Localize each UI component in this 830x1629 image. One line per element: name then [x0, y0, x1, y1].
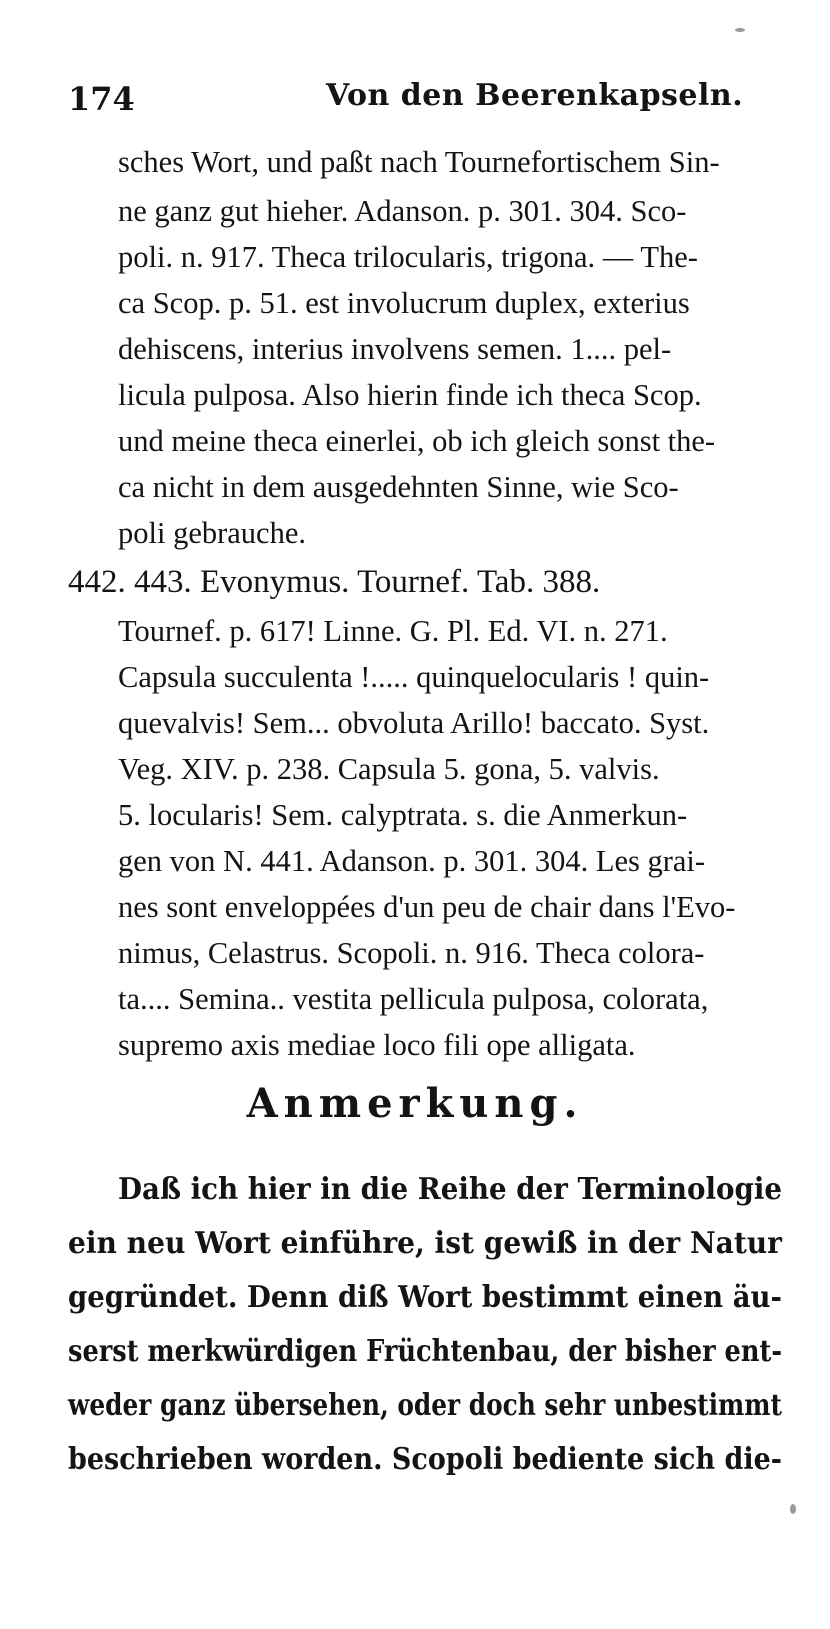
page-number: 174: [68, 80, 135, 118]
text-line: serst merkwürdigen Früchtenbau, der bisher ent-: [68, 1334, 783, 1369]
scan-speck: [735, 28, 745, 32]
page-header: [68, 74, 780, 124]
text-line: gegründet. Denn diß Wort bestimmt einen äu-: [68, 1280, 782, 1315]
text-line: Daß ich hier in die Reihe der Terminologie: [118, 1172, 782, 1207]
text-line: poli. n. 917. Theca trilocularis, trigona. — The-: [118, 240, 698, 274]
text-line: Capsula succulenta !..... quinquelocularis ! quin-: [118, 660, 710, 694]
text-line: beschrieben worden. Scopoli bediente sich die-: [68, 1442, 782, 1477]
text-line: supremo axis mediae loco fili ope alligata.: [118, 1028, 636, 1062]
text-line: ein neu Wort einführe, ist gewiß in der Natur: [68, 1226, 782, 1261]
text-line: weder ganz übersehen, oder doch sehr unbestimmt: [68, 1388, 782, 1423]
text-line: licula pulposa. Also hierin finde ich theca Scop.: [118, 378, 702, 412]
text-line: 5. locularis! Sem. calyptrata. s. die Anmerkun-: [118, 798, 688, 832]
running-title: Von den Beerenkapseln.: [326, 78, 744, 113]
text-line: nimus, Celastrus. Scopoli. n. 916. Theca colora-: [118, 936, 705, 970]
text-line: gen von N. 441. Adanson. p. 301. 304. Les grai-: [118, 844, 706, 878]
text-line: ne ganz gut hieher. Adanson. p. 301. 304. Sco-: [118, 194, 687, 228]
scan-speck: [790, 1504, 796, 1514]
entry-heading: 442. 443. Evonymus. Tournef. Tab. 388.: [68, 564, 601, 600]
text-line: ca Scop. p. 51. est involucrum duplex, exterius: [118, 286, 690, 320]
text-line: nes sont enveloppées d'un peu de chair dans l'Evo-: [118, 890, 736, 924]
text-line: Veg. XIV. p. 238. Capsula 5. gona, 5. valvis.: [118, 752, 660, 786]
section-heading: Anmerkung.: [246, 1080, 584, 1127]
text-line: ca nicht in dem ausgedehnten Sinne, wie Sco-: [118, 470, 679, 504]
text-line: poli gebrauche.: [118, 516, 307, 550]
text-line: ta.... Semina.. vestita pellicula pulposa, colorata,: [118, 982, 709, 1016]
text-line: und meine theca einerlei, ob ich gleich sonst the-: [118, 424, 716, 458]
text-line: dehiscens, interius involvens semen. 1.... pel-: [118, 332, 672, 366]
text-line: quevalvis! Sem... obvoluta Arillo! baccato. Syst.: [118, 706, 710, 740]
text-line: sches Wort, und paßt nach Tournefortischem Sin-: [118, 145, 720, 179]
text-line: Tournef. p. 617! Linne. G. Pl. Ed. VI. n. 271.: [118, 614, 668, 648]
